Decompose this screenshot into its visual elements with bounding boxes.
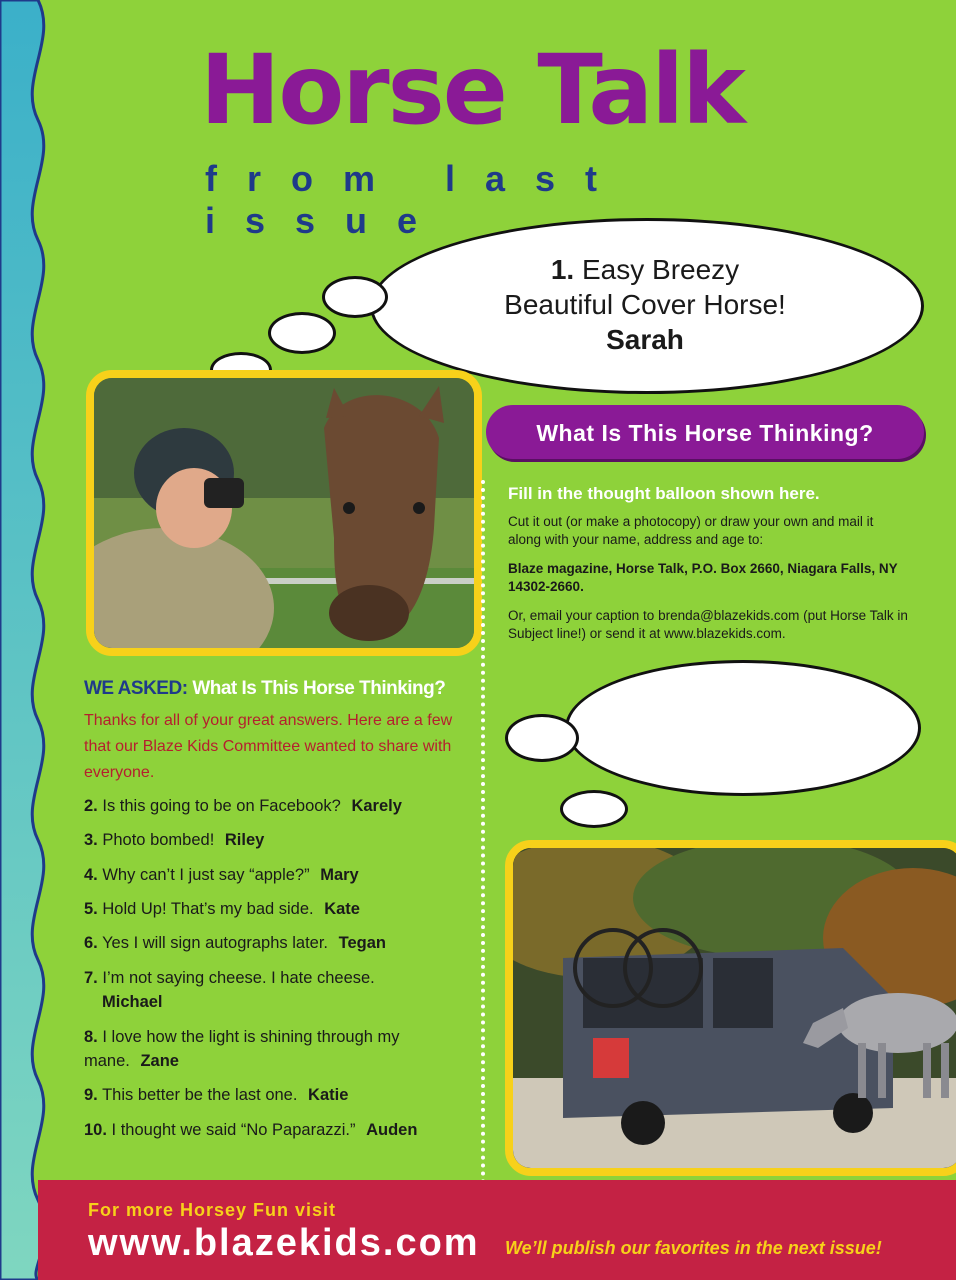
photo-horse-photographer: [86, 370, 482, 656]
footer-url-link[interactable]: www.blazekids.com: [88, 1222, 480, 1264]
answer-author: Michael: [102, 993, 163, 1011]
answer-author: Kate: [324, 900, 360, 918]
instruction-text: Cut it out (or make a photocopy) or draw your own and mail it along with your name, address and age to:: [508, 514, 874, 547]
page-subtitle: from last issue: [205, 158, 628, 241]
answer-item: [84, 897, 484, 921]
caption-author: Sarah: [606, 324, 684, 355]
answer-item: [84, 1025, 429, 1073]
answer-text: Photo bombed!: [102, 831, 215, 849]
answer-number: 5.: [84, 900, 98, 918]
answer-number: 2.: [84, 797, 98, 815]
wavy-border-strip: [0, 0, 60, 1280]
empty-bubble-small-1: [505, 714, 579, 762]
photo-horse-van: [505, 840, 956, 1176]
contest-banner-text: What Is This Horse Thinking?: [536, 420, 874, 446]
answer-text: I love how the light is shining through my mane.: [84, 1028, 400, 1070]
mailing-address: Blaze magazine, Horse Talk, P.O. Box 2660, Niagara Falls, NY 14302-2660.: [508, 561, 898, 594]
answer-item: [84, 966, 484, 1014]
answer-author: Mary: [320, 866, 359, 884]
answer-author: Katie: [308, 1086, 349, 1104]
caption-line-2: Beautiful Cover Horse!: [504, 289, 786, 320]
winning-caption: [380, 252, 910, 357]
answer-text: This better be the last one.: [102, 1086, 298, 1104]
answer-item: [84, 931, 484, 955]
answer-text: I’m not saying cheese. I hate cheese.: [102, 969, 375, 987]
answer-number: 6.: [84, 934, 98, 952]
answer-number: 3.: [84, 831, 98, 849]
empty-thought-balloon: [565, 660, 921, 796]
we-asked-question: What Is This Horse Thinking?: [192, 678, 446, 699]
thought-bubble-small-2: [268, 312, 336, 354]
answer-item: [84, 794, 484, 818]
answer-number: 9.: [84, 1086, 98, 1104]
answer-item: [84, 828, 484, 852]
footer-note: We’ll publish our favorites in the next issue!: [505, 1238, 882, 1258]
answer-text: Hold Up! That’s my bad side.: [102, 900, 314, 918]
answer-text: I thought we said “No Paparazzi.”: [111, 1121, 356, 1139]
photo-horse-van-image: [513, 848, 956, 1168]
answer-author: Auden: [366, 1121, 418, 1139]
answer-author: Riley: [224, 831, 265, 849]
answer-author: Tegan: [338, 934, 386, 952]
answer-text: Why can’t I just say “apple?”: [102, 866, 310, 884]
answer-text: Yes I will sign autographs later.: [102, 934, 329, 952]
answer-text: Is this going to be on Facebook?: [102, 797, 341, 815]
answer-item: [84, 863, 484, 887]
caption-number: 1.: [550, 254, 575, 285]
page-title: Horse Talk: [200, 34, 744, 146]
contest-banner: [486, 405, 924, 459]
answer-number: 7.: [84, 969, 98, 987]
caption-line-1: Easy Breezy: [581, 254, 740, 285]
we-asked-label: WE ASKED:: [84, 678, 188, 699]
photo-horse-photographer-image: [94, 378, 474, 648]
we-asked-heading: [84, 678, 445, 700]
answer-number: 10.: [84, 1121, 107, 1139]
answer-item: [84, 1118, 484, 1142]
answer-author: Zane: [140, 1052, 179, 1070]
answer-number: 4.: [84, 866, 98, 884]
empty-bubble-small-2: [560, 790, 628, 828]
answer-item: [84, 1083, 484, 1107]
thought-bubble-small-1: [322, 276, 388, 318]
answer-number: 8.: [84, 1028, 98, 1046]
instruction-heading: Fill in the thought balloon shown here.: [508, 484, 820, 503]
footer-tagline: For more Horsey Fun visit: [88, 1200, 337, 1220]
answer-author: Karely: [351, 797, 402, 815]
email-instruction: Or, email your caption to brenda@blazekids.com (put Horse Talk in Subject line!) or send it at www.blazekids.com.: [508, 608, 908, 641]
thanks-text: Thanks for all of your great answers. Here are a few that our Blaze Kids Committee wanted to share with everyone.: [84, 712, 453, 781]
